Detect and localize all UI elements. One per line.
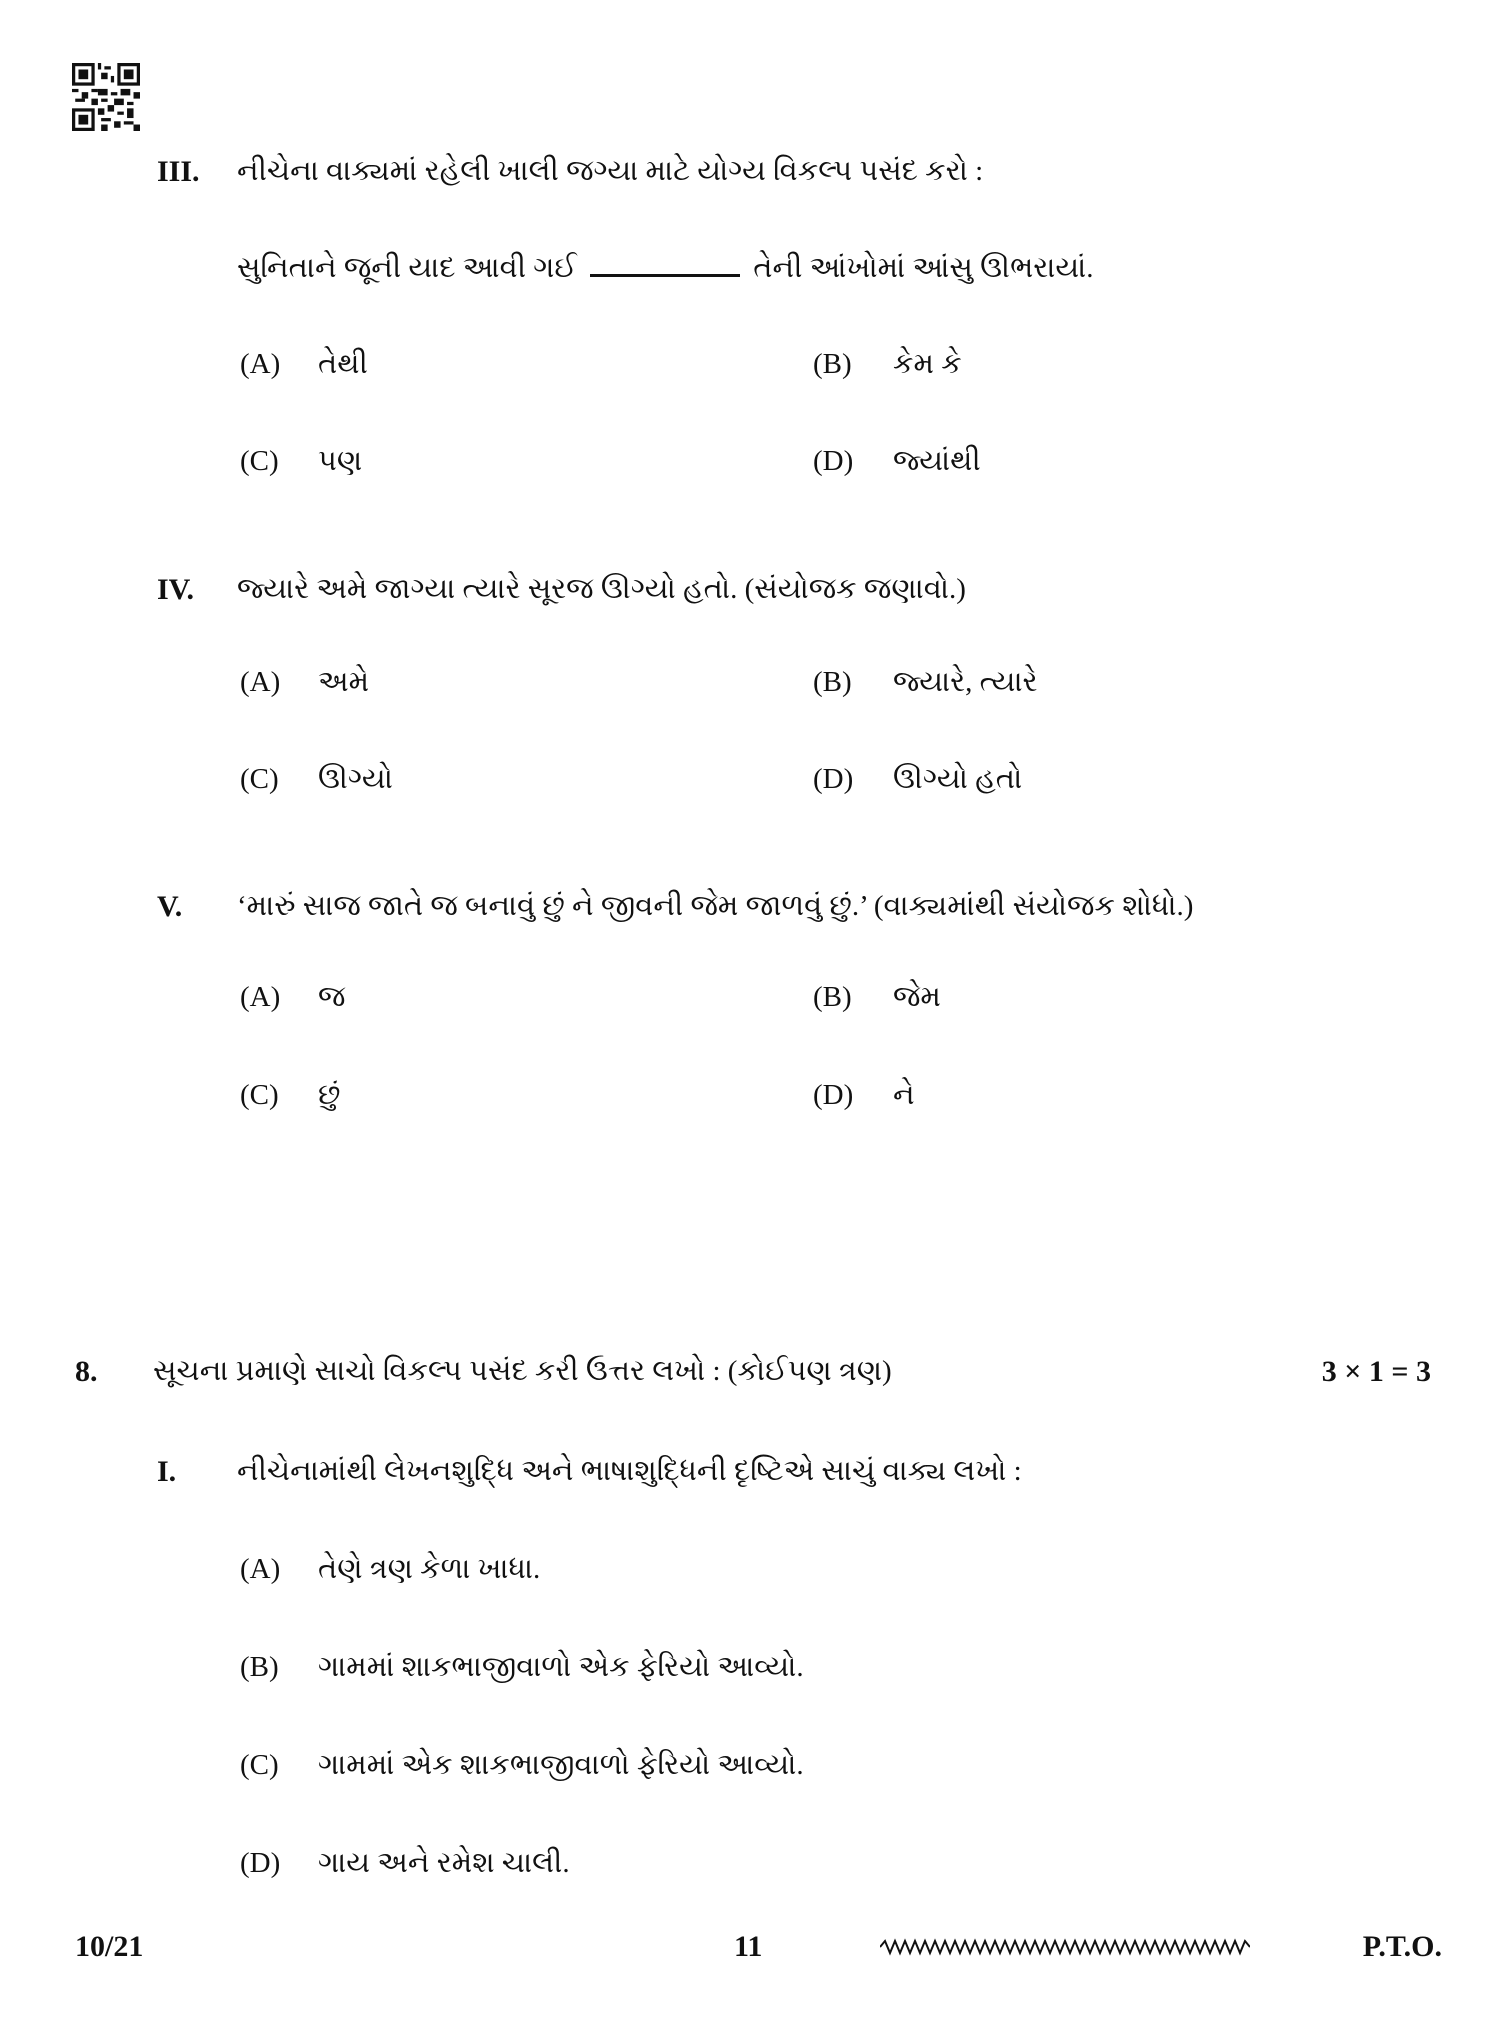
option-text: ને: [893, 1079, 915, 1111]
option-label: (B): [813, 666, 852, 698]
option-text: ઊગ્યો: [318, 763, 393, 795]
option-label: (C): [240, 763, 279, 795]
option-label: (B): [813, 981, 852, 1013]
option-label: (A): [240, 348, 281, 380]
option-text: છું: [318, 1079, 341, 1111]
option-text: તેથી: [318, 348, 368, 380]
qr-code-icon: [72, 63, 140, 131]
question-text-iv: જ્યારે અમે જાગ્યા ત્યારે સૂરજ ઊગ્યો હતો. (સંયોજક જણાવો.): [237, 573, 966, 605]
option-text: ઊગ્યો હતો: [893, 763, 1023, 795]
question-text-v: ‘મારું સાજ જાતે જ બનાવું છું ને જીવની જેમ જાળવું છું.’ (વાક્યમાંથી સંયોજક શોધો.): [237, 890, 1194, 922]
option-text: જેમ: [893, 981, 941, 1013]
marks-allocation: 3 × 1 = 3: [1321, 1355, 1431, 1388]
sentence-after-blank: તેની આંખોમાં આંસુ ઊભરાયાં.: [753, 252, 1094, 284]
option-label: (A): [240, 981, 281, 1013]
option-text: જ્યારે, ત્યારે: [893, 666, 1038, 698]
sub-question-text-i: નીચેનામાંથી લેખનશુદ્ધિ અને ભાષાશુદ્ધિની દૃષ્ટિએ સાચું વાક્ય લખો :: [237, 1455, 1022, 1487]
question-number-8: 8.: [75, 1355, 98, 1388]
option-text: ગામમાં શાકભાજીવાળો એક ફેરિયો આવ્યો.: [318, 1651, 804, 1683]
option-label: (A): [240, 666, 281, 698]
page-number: 11: [734, 1930, 763, 1963]
question-number-iii: III.: [157, 155, 200, 188]
option-label: (D): [813, 763, 854, 795]
please-turn-over: P.T.O.: [1362, 1930, 1442, 1963]
option-label: (A): [240, 1553, 281, 1585]
option-text: કેમ કે: [893, 348, 962, 380]
question-text-iii: નીચેના વાક્યમાં રહેલી ખાલી જગ્યા માટે યોગ્ય વિકલ્પ પસંદ કરો :: [237, 155, 984, 187]
question-8-instruction: સૂચના પ્રમાણે સાચો વિકલ્પ પસંદ કરી ઉત્તર લખો : (કોઈપણ ત્રણ): [153, 1355, 892, 1387]
option-label: (C): [240, 445, 279, 477]
question-number-iv: IV.: [157, 573, 194, 606]
answer-blank: [590, 252, 740, 277]
wavy-line-divider: [880, 1937, 1250, 1957]
option-label: (C): [240, 1749, 279, 1781]
paper-code: 10/21: [75, 1930, 144, 1963]
option-text: ગામમાં એક શાકભાજીવાળો ફેરિયો આવ્યો.: [318, 1749, 804, 1781]
option-text: જ: [318, 981, 346, 1013]
option-label: (B): [813, 348, 852, 380]
option-text: જ્યાંથી: [893, 445, 981, 477]
option-text: અમે: [318, 666, 370, 698]
option-label: (C): [240, 1079, 279, 1111]
option-label: (D): [813, 445, 854, 477]
option-text: ગાય અને રમેશ ચાલી.: [318, 1847, 570, 1879]
option-text: પણ: [318, 445, 363, 477]
fill-blank-sentence: [237, 252, 1094, 285]
question-number-v: V.: [157, 890, 183, 923]
option-label: (D): [240, 1847, 281, 1879]
sub-question-number-i: I.: [157, 1455, 177, 1488]
sentence-before-blank: સુનિતાને જૂની યાદ આવી ગઈ: [237, 252, 577, 284]
option-label: (B): [240, 1651, 279, 1683]
option-label: (D): [813, 1079, 854, 1111]
option-text: તેણે ત્રણ કેળા ખાધા.: [318, 1553, 541, 1585]
